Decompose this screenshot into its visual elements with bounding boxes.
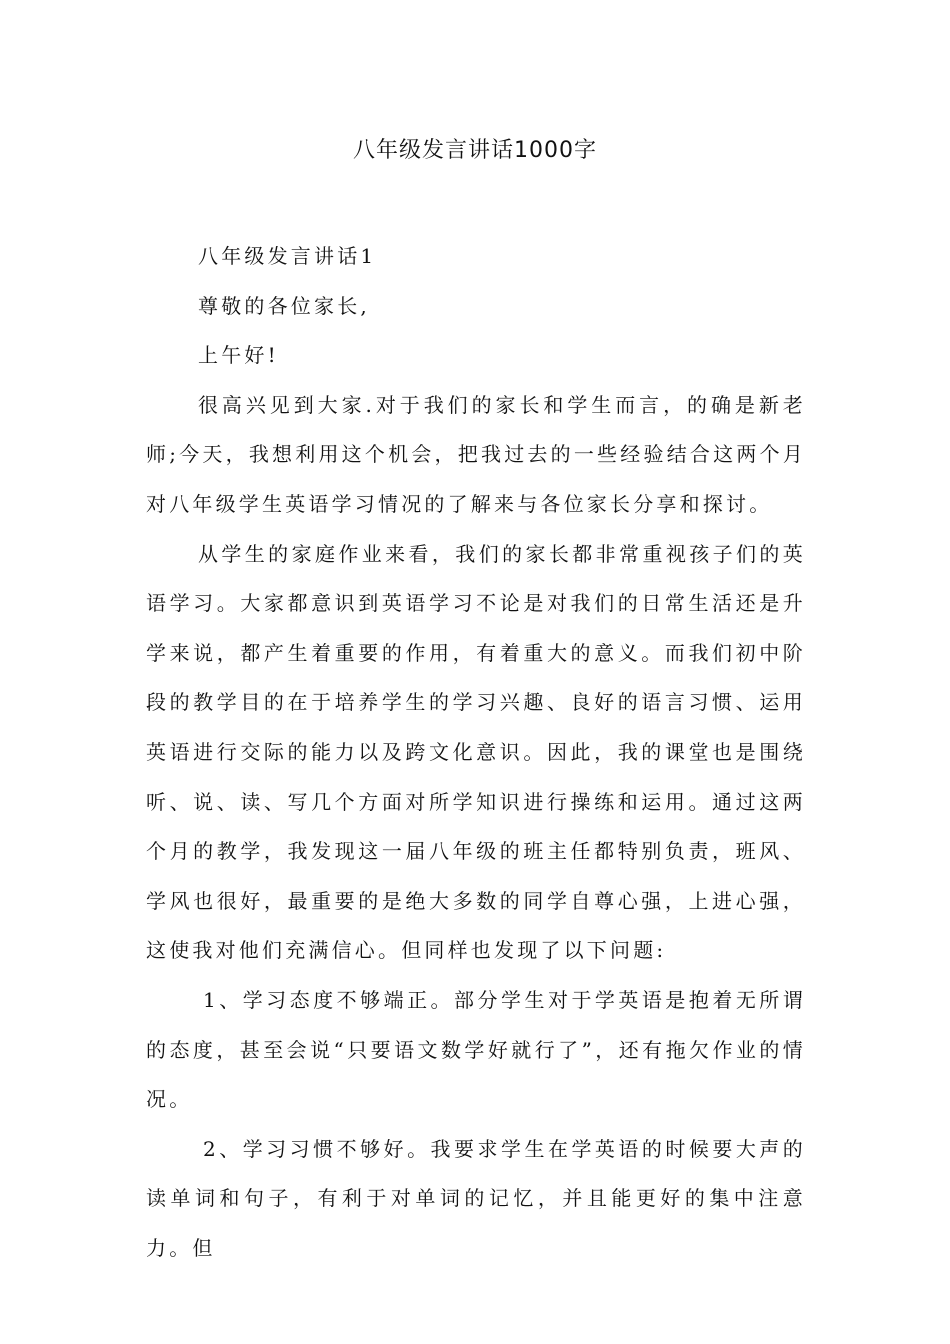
greeting: 上午好! (198, 343, 279, 368)
paragraph-intro: 很高兴见到大家.对于我们的家长和学生而言，的确是新老师;今天，我想利用这个机会，把我过去的一些经验结合这两个月对八年级学生英语学习情况的了解来与各位家长分享和探讨。 (146, 392, 806, 516)
paragraph-observations: 从学生的家庭作业来看，我们的家长都非常重视孩子们的英语学习。大家都意识到英语学习不论是对我们的日常生活还是升学来说，都产生着重要的作用，有着重大的意义。而我们初中阶段的教学目的在于培养学生的学习兴趣、良好的语言习惯、运用英语进行交际的能力以及跨文化意识。因此，我的课堂也是围绕听、说、读、写几个方面对所学知识进行操练和运用。通过这两个月的教学，我发现这一届八年级的班主任都特别负责，班风、学风也很好，最重要的是绝大多数的同学自尊心强，上进心强，这使我对他们充满信心。但同样也发现了以下问题: (146, 541, 806, 963)
paragraph-issue-1: 1、学习态度不够端正。部分学生对于学英语是抱着无所谓的态度，甚至会说“只要语文数学好就行了”，还有拖欠作业的情况。 (146, 987, 806, 1112)
salutation: 尊敬的各位家长, (198, 293, 370, 318)
section-heading: 八年级发言讲话1 (198, 244, 377, 268)
document-body (146, 232, 806, 1273)
document-title: 八年级发言讲话1000字 (353, 138, 597, 163)
paragraph-issue-2: 2、学习习惯不够好。我要求学生在学英语的时候要大声的读单词和句子，有利于对单词的记忆，并且能更好的集中注意力。但 (146, 1136, 806, 1260)
